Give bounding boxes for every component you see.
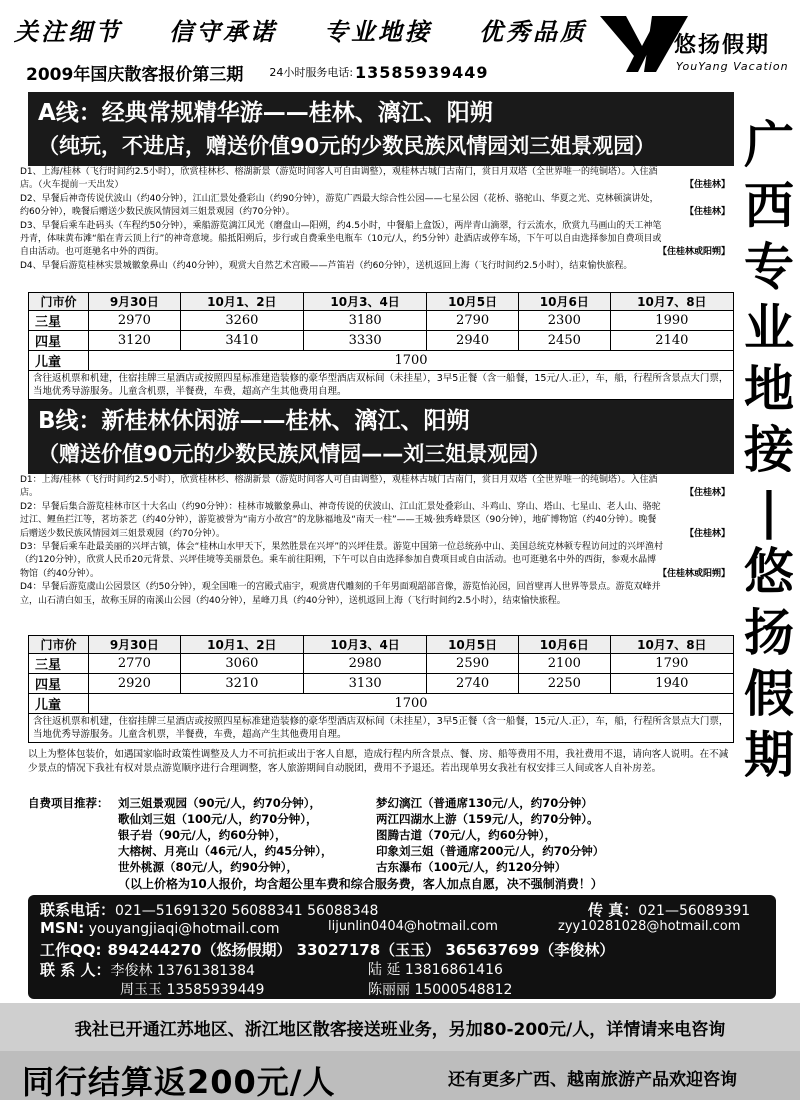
optional-items xyxy=(28,795,734,895)
table-header: 10月7、8日 xyxy=(610,293,733,311)
route-b-price-table xyxy=(28,635,734,743)
contact-box xyxy=(28,895,776,999)
vert-char: 接 xyxy=(744,420,794,479)
optional-item: 刘三姐景观园（90元/人，约70分钟）， xyxy=(118,796,321,810)
hotel-tag: 【住桂林】 xyxy=(684,488,730,499)
vert-char: 期 xyxy=(744,725,794,784)
fax-label: 传 真： xyxy=(588,901,639,919)
pickup-service-banner xyxy=(0,1003,800,1051)
msn-label: MSN: xyxy=(40,919,85,937)
route-b-title: B线：新桂林休闲游——桂林、漓江、阳朔 xyxy=(38,408,470,434)
phone-numbers: 021—51691320 56088341 56088348 xyxy=(115,903,379,919)
slogan-bar xyxy=(8,6,593,52)
table-header: 10月1、2日 xyxy=(180,293,303,311)
brand-logo xyxy=(596,10,794,90)
hotel-tag: 【住桂林】 xyxy=(684,180,730,191)
msn-email-3[interactable]: zyy10281028@hotmail.com xyxy=(558,919,741,934)
rebate-text: 同行结算返200元/人 xyxy=(22,1063,336,1100)
price-cell: 3180 xyxy=(303,311,426,331)
optional-item: 世外桃源（80元/人，约90分钟）， xyxy=(118,860,298,874)
more-products-text: 还有更多广西、越南旅游产品欢迎咨询 xyxy=(448,1070,737,1090)
slogan-4: 优秀品质 xyxy=(479,16,587,46)
optional-item: 两江四湖水上游（159元/人，约70分钟）。 xyxy=(376,812,599,826)
contact-person: 陈丽丽 15000548812 xyxy=(368,982,513,998)
table-note-row xyxy=(29,714,734,743)
msn-email-2[interactable]: lijunlin0404@hotmail.com xyxy=(328,919,498,934)
hotel-tag: 【住桂林】 xyxy=(684,528,730,539)
price-cell: 2920 xyxy=(89,674,181,694)
table-header: 10月5日 xyxy=(427,636,519,654)
row-label: 四星 xyxy=(29,674,89,694)
optional-item: 古东瀑布（100元/人，约120分钟） xyxy=(376,860,567,874)
table-header: 10月7、8日 xyxy=(610,636,733,654)
table-header: 10月1、2日 xyxy=(180,636,303,654)
route-b-subtitle: （赠送价值90元的少数民族风情园——刘三姐景观园） xyxy=(38,442,551,466)
slogan-3: 专业地接 xyxy=(324,16,432,46)
route-a-itinerary xyxy=(20,166,734,273)
day-text: D4、早餐后游览桂林实景城徽象鼻山（约40分钟），观赏大自然艺术宫殿——芦笛岩（约60分钟），送机返回上海（飞行时间约2.5小时），结束愉快旅程。 xyxy=(20,260,633,271)
table-header: 9月30日 xyxy=(89,293,181,311)
day-text: D1：上海/桂林（飞行时间约2.5小时），欣赏桂林杉、榕湖新景（游览时间客人可自由调整），观桂林古城门古南门，赏日月双塔（全世界唯一的纯铜塔）。入住酒店。 xyxy=(20,475,658,499)
route-a-title: A线：经典常规精华游——桂林、漓江、阳朔 xyxy=(38,100,493,126)
table-header: 10月6日 xyxy=(518,293,610,311)
issue-bar xyxy=(8,58,594,86)
rebate-banner xyxy=(0,1051,800,1100)
price-cell: 1790 xyxy=(610,654,733,674)
table-row xyxy=(29,351,734,371)
fax-number: 021—56089391 xyxy=(638,903,751,919)
day-text: D2：早餐后集合游览桂林市区十大名山（约90分钟）：桂林市城徽象鼻山、神奇传说的伏波山、江山汇景处叠彩山、斗鸡山、穿山、塔山、七星山、老人山、骆驼过江、鲤鱼拦江等，茗坊茶艺（约40分钟），游览被誉为“南方小故宫”的龙脉福地及“南天一柱”——王城·独秀峰景区（90分钟），地矿博物馆（约40分钟）。晚餐后赠送少数民族风情园刘三姐景观园（约70分钟）。 xyxy=(20,501,661,539)
pickup-service-text: 我社已开通江苏地区、浙江地区散客接送班业务，另加80-200元/人，详情请来电咨询 xyxy=(74,1019,726,1040)
vert-char: 地 xyxy=(744,359,794,418)
vert-char: 西 xyxy=(744,176,794,235)
table-header: 10月5日 xyxy=(427,293,519,311)
price-cell: 2970 xyxy=(89,311,181,331)
child-price: 1700 xyxy=(89,694,734,714)
phone-label: 联系电话： xyxy=(40,901,116,919)
price-cell: 2590 xyxy=(427,654,519,674)
terms-notice: 以上为整体包装价，如遇国家临时政策性调整及人力不可抗拒或出于客人自愿，造成行程内所含景点、餐、房、船等费用不用，我社费用不退，请向客人说明。在不减少景点的情况下我社有权对景点游览顺序进行合理调整，客人旅游期间自动脱团，费用不予退还。若出现单男女我社有权安排三人间或客人自补房差。 xyxy=(28,749,729,774)
table-header: 门市价 xyxy=(29,293,89,311)
route-a-day xyxy=(20,193,734,220)
row-label: 四星 xyxy=(29,331,89,351)
day-text: D4：早餐后游览虞山公园景区（约50分钟），观全国唯一的宫殿式庙宇，观赏唐代雕刻的千年男面观韶部音像，游览怡沁园，回首壁再人世界等景点。游览双峰并立，山石清白如玉，故称玉屏的南溪山公园（约40分钟），星峰刀具（约40分钟），送机返回上海（飞行时间约2.5小时），结束愉快旅程。 xyxy=(20,582,661,606)
optional-item: 梦幻漓江（普通席130元/人，约70分钟） xyxy=(376,796,593,810)
price-cell: 2980 xyxy=(303,654,426,674)
price-cell: 3210 xyxy=(180,674,303,694)
route-b-day xyxy=(20,541,734,581)
table-header: 9月30日 xyxy=(89,636,181,654)
route-b-day xyxy=(20,581,734,608)
optional-item: 大榕树、月亮山（46元/人，约45分钟）， xyxy=(118,844,333,858)
route-b-itinerary xyxy=(20,474,734,608)
route-a-subtitle: （纯玩，不进店，赠送价值90元的少数民族风情园刘三姐景观园） xyxy=(38,134,656,158)
day-text: D1、上海/桂林（飞行时间约2.5小时），欣赏桂林杉、榕湖新景（游览时间客人可自由调整），观桂林古城门古南门，赏日月双塔（全世界唯一的纯铜塔）。入住酒店。（火车提前一天出发） xyxy=(20,167,658,191)
table-row xyxy=(29,331,734,351)
price-cell: 2300 xyxy=(518,311,610,331)
price-note: 含往返机票和机建，住宿挂牌三星酒店或按照四星标准建造装修的豪华型酒店双标间（未挂星），3早5正餐（含一船餐，15元/人.正），车，船，行程所含景点大门票，当地优秀导游服务。儿童含机票，半餐费，车费，超高产生其他费用自理。 xyxy=(29,714,734,743)
route-a-day xyxy=(20,220,734,260)
route-a-day xyxy=(20,260,734,273)
logo-en: YouYang Vacation xyxy=(676,60,789,73)
optional-items-label: 自费项目推荐： xyxy=(28,796,109,810)
price-cell: 1940 xyxy=(610,674,733,694)
contact-fax-row xyxy=(588,899,750,920)
row-label: 三星 xyxy=(29,654,89,674)
route-b-header xyxy=(28,400,734,474)
day-text: D3：早餐后乘车赴最美丽的兴坪古镇，体会“桂林山水甲天下，果然胜景在兴坪”的兴坪佳景。游览中国第一位总统孙中山、美国总统克林顿专程访问过的兴坪渔村（约120分钟），欣赏人民币20元背景、兴坪佳境等美丽景色。乘车前往阳朔，下午可以自由选择参加自费项目或自由活动。也可逛驰名中外的西街，参观水晶博物馆（约40分钟）。 xyxy=(20,542,663,579)
issue-title: 2009年国庆散客报价第三期 xyxy=(26,64,244,85)
vert-char: 广 xyxy=(744,115,794,174)
price-cell: 3410 xyxy=(180,331,303,351)
hotel-tag: 【住桂林】 xyxy=(684,207,730,218)
table-header-row xyxy=(29,636,734,654)
table-header: 10月3、4日 xyxy=(303,293,426,311)
row-label: 儿童 xyxy=(29,694,89,714)
table-header: 10月6日 xyxy=(518,636,610,654)
row-label: 三星 xyxy=(29,311,89,331)
route-b-day xyxy=(20,501,734,541)
optional-item: 歌仙刘三姐（100元/人，约70分钟）， xyxy=(118,812,318,826)
table-row xyxy=(29,311,734,331)
contact-person: 李俊林 13761381384 xyxy=(110,963,255,979)
price-cell: 3260 xyxy=(180,311,303,331)
day-text: D2、早餐后神奇传说伏波山（约40分钟），江山汇景处叠彩山（约90分钟），游览广西最大综合性公园——七星公园（花桥、骆驼山、华夏之光、克林顿演讲处，约60分钟），晚餐后赠送少数民族风情园刘三姐景观园（约70分钟）。 xyxy=(20,193,659,218)
optional-item: 印象刘三姐（普通席200元/人，约70分钟） xyxy=(376,844,605,858)
msn-email[interactable]: youyangjiaqi@hotmail.com xyxy=(88,921,280,937)
price-cell: 2770 xyxy=(89,654,181,674)
optional-items-footnote: （以上价格为10人报价，均含超公里车费和综合服务费，客人加点自愿，决不强制消费！） xyxy=(118,877,603,891)
qq-numbers: 894244270（悠扬假期） 33027178（玉玉） 365637699（李俊林） xyxy=(107,941,615,959)
route-a-price-table xyxy=(28,292,734,400)
contact-qq-row xyxy=(40,939,614,960)
price-cell: 3130 xyxy=(303,674,426,694)
hotel-tag: 【住桂林或阳朔】 xyxy=(657,247,730,258)
vert-char: 假 xyxy=(744,664,794,723)
vert-char: 悠 xyxy=(744,542,794,601)
slogan-2: 信守承诺 xyxy=(169,16,277,46)
price-cell: 2100 xyxy=(518,654,610,674)
contact-person-row xyxy=(40,959,255,980)
route-a-header xyxy=(28,92,734,166)
contact-person: 陆 延 13816861416 xyxy=(368,962,503,978)
day-text: D3、早餐后乘车赴码头（车程约50分钟），乘船游览漓江风光（磨盘山—阳朔，约4.5小时，中餐船上盒饭），两岸青山滴翠，行云流水，欣赏九马画山的天工神笔丹青，体味黄布滩“船在青云顶上行”的神奇意境。船抵阳朔后，步行或自费乘坐电瓶车（10元/人，约5分钟）赴酒店或停车场，下午可以自由选择参加自费项目或自由活动。也可逛驰名中外的西街。 xyxy=(20,220,662,258)
price-cell: 2140 xyxy=(610,331,733,351)
vert-char: 专 xyxy=(744,237,794,296)
vertical-slogan xyxy=(738,115,800,784)
price-cell: 2450 xyxy=(518,331,610,351)
price-cell: 2940 xyxy=(427,331,519,351)
table-note-row xyxy=(29,371,734,400)
table-header-row xyxy=(29,293,734,311)
table-header: 10月3、4日 xyxy=(303,636,426,654)
hotline-number: 13585939449 xyxy=(355,62,489,82)
vert-char: 业 xyxy=(744,298,794,357)
qq-label: 工作QQ: xyxy=(40,941,102,959)
table-row xyxy=(29,694,734,714)
table-row xyxy=(29,654,734,674)
person-label: 联 系 人： xyxy=(40,961,111,979)
price-cell: 1990 xyxy=(610,311,733,331)
price-cell: 3330 xyxy=(303,331,426,351)
row-label: 儿童 xyxy=(29,351,89,371)
price-cell: 2790 xyxy=(427,311,519,331)
hotline-label: 24小时服务电话: xyxy=(269,66,354,79)
hotel-tag: 【住桂林或阳朔】 xyxy=(657,568,730,579)
vert-char: | xyxy=(759,481,779,540)
slogan-1: 关注细节 xyxy=(14,16,122,46)
route-b-day xyxy=(20,474,734,501)
price-note: 含往返机票和机建，住宿挂牌三星酒店或按照四星标准建造装修的豪华型酒店双标间（未挂星），3早5正餐（含一船餐，15元/人.正），车，船，行程所含景点大门票，当地优秀导游服务。儿童含机票，半餐费，车费，超高产生其他费用自理。 xyxy=(29,371,734,400)
logo-name: 悠扬假期 xyxy=(674,33,771,58)
child-price: 1700 xyxy=(89,351,734,371)
route-a-day xyxy=(20,166,734,193)
price-cell: 2250 xyxy=(518,674,610,694)
contact-person: 周玉玉 13585939449 xyxy=(120,982,265,998)
contact-phone-row xyxy=(40,899,378,920)
table-row xyxy=(29,674,734,694)
table-header: 门市价 xyxy=(29,636,89,654)
price-cell: 3060 xyxy=(180,654,303,674)
price-cell: 2740 xyxy=(427,674,519,694)
contact-msn-row xyxy=(40,919,280,937)
vert-char: 扬 xyxy=(744,603,794,662)
optional-item: 银子岩（90元/人，约60分钟）， xyxy=(118,828,287,842)
price-cell: 3120 xyxy=(89,331,181,351)
optional-item: 图腾古道（70元/人，约60分钟）， xyxy=(376,828,556,842)
